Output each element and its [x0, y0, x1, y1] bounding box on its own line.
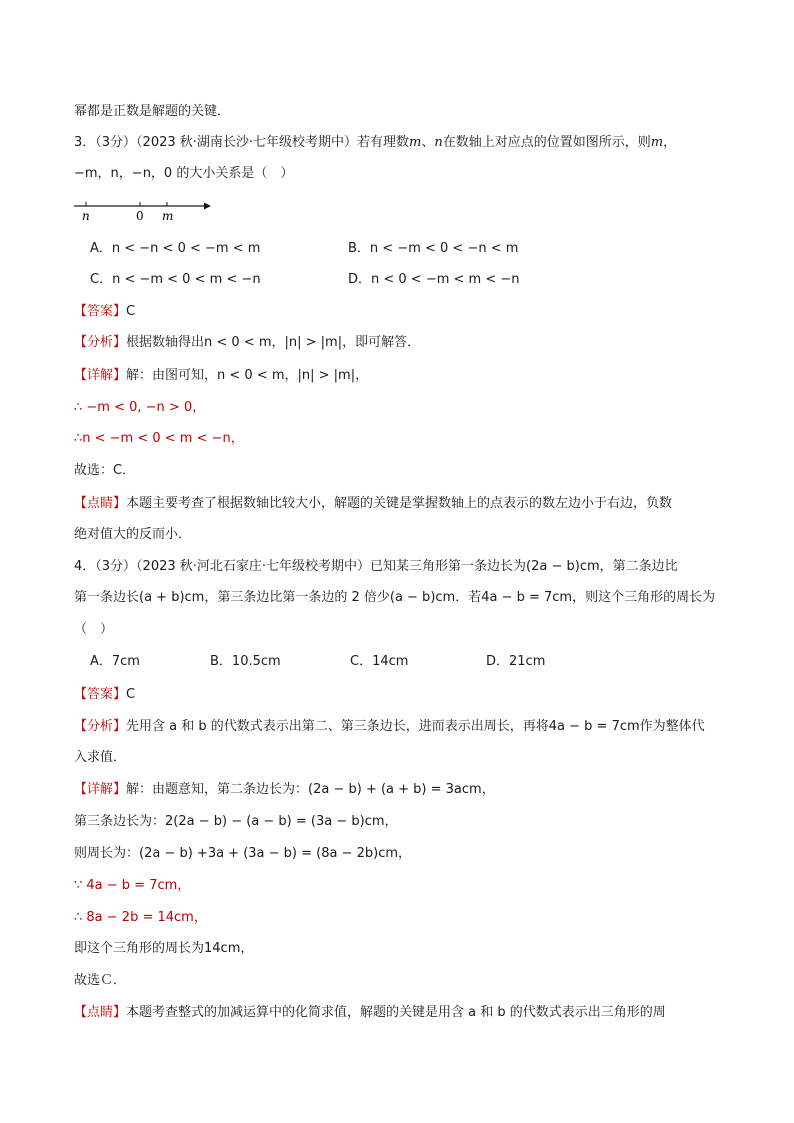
q3-stem-text-b: 在数轴上对应点的位置如图所示，则	[442, 135, 651, 150]
q4-analysis-2: 入求值．	[74, 750, 127, 765]
q4-analysis-1	[74, 718, 705, 736]
intro-line: 幂都是正数是解题的关键．	[74, 104, 231, 119]
q3-answer-tag: 【答案】	[74, 304, 127, 319]
q3-comment-text-1: 本题主要考查了根据数轴比较大小，解题的关键是掌握数轴上的点表示的数左边小于右边，负数	[126, 496, 673, 511]
q4-comment-1	[74, 1004, 666, 1022]
number-line-arrow-icon	[204, 203, 211, 210]
q4-detail-2: 第三条边长为：2(2a − b) − (a − b) = (3a − b)cm，	[74, 814, 398, 829]
q4-option-c: C．14cm	[350, 654, 409, 669]
q3-detail-2: ∴ −m < 0, −n > 0，	[74, 400, 206, 415]
q3-var-m: m	[409, 135, 422, 150]
q3-comment-1	[74, 495, 672, 513]
q3-stem-line2: −m，n，−n，0 的大小关系是（ ）	[74, 166, 294, 181]
q4-answer-value: C	[126, 687, 136, 702]
q3-analysis	[74, 334, 420, 352]
q4-stem-line2: 第一条边长(a + b)cm，第三条边比第一条边的 2 倍少(a − b)cm．若4a − b = 7cm，则这个三角形的周长为	[74, 590, 716, 605]
q4-detail-6: 即这个三角形的周长为14cm，	[74, 941, 254, 956]
q3-answer-value: C	[126, 304, 136, 319]
axis-label-n: n	[82, 209, 90, 223]
q4-detail-1	[74, 781, 495, 799]
q3-detail-4: 故选：C．	[74, 463, 136, 478]
q4-stem-line3: （ ）	[74, 622, 114, 637]
q4-detail-5: ∴ 8a − 2b = 14cm，	[74, 910, 207, 925]
q4-detail-tag: 【详解】	[74, 782, 127, 797]
q4-detail-7: 故选Ｃ．	[74, 973, 127, 988]
q4-analysis-tag: 【分析】	[74, 719, 127, 734]
q3-option-c: C．n < −m < 0 < m < −n	[90, 272, 261, 287]
q3-answer	[74, 303, 135, 321]
q4-analysis-text-1: 先用含 a 和 b 的代数式表示出第二、第三条边长，进而表示出周长，再将4a − b = 7cm作为整体代	[126, 719, 705, 734]
q3-analysis-text: 根据数轴得出n < 0 < m，|n| > |m|，即可解答．	[126, 335, 421, 350]
axis-label-m: m	[162, 209, 174, 223]
q4-option-a: A．7cm	[90, 654, 140, 669]
q4-detail-text-1: 解：由题意知，第二条边长为：(2a − b) + (a + b) = 3acm，	[126, 782, 495, 797]
q3-option-d: D．n < 0 < −m < m < −n	[348, 272, 520, 287]
q3-stem-text-a: 3．（3分）（2023 秋·湖南长沙·七年级校考期中）若有理数	[74, 135, 410, 150]
q4-detail-3: 则周长为：(2a − b) +3a + (3a − b) = (8a − 2b)cm，	[74, 846, 412, 861]
q3-var-m2: m	[650, 135, 664, 150]
q4-option-d: D．21cm	[486, 654, 546, 669]
axis-label-zero: 0	[136, 209, 144, 223]
q3-detail-1	[74, 367, 368, 385]
q3-comment-2: 绝对值大的反而小．	[74, 527, 192, 542]
q3-sep: 、	[421, 135, 435, 150]
q4-answer	[74, 686, 135, 704]
q3-analysis-tag: 【分析】	[74, 335, 127, 350]
q3-comma: ，	[663, 135, 677, 150]
q4-answer-tag: 【答案】	[74, 687, 127, 702]
number-line-figure	[72, 198, 212, 224]
q3-detail-3: ∴n < −m < 0 < m < −n，	[74, 431, 244, 446]
q3-comment-tag: 【点睛】	[74, 496, 127, 511]
q3-var-n: n	[434, 135, 443, 150]
q4-comment-tag: 【点睛】	[74, 1005, 127, 1020]
q3-detail-text-1: 解：由图可知，n < 0 < m，|n| > |m|，	[126, 368, 369, 383]
q3-stem-line1	[74, 134, 676, 152]
q3-detail-tag: 【详解】	[74, 368, 127, 383]
q3-option-b: B．n < −m < 0 < −n < m	[348, 241, 519, 256]
q4-comment-text-1: 本题考查整式的加减运算中的化简求值，解题的关键是用含 a 和 b 的代数式表示出三角形的周	[126, 1005, 666, 1020]
q4-stem-line1: 4．（3分）（2023 秋·河北石家庄·七年级校考期中）已知某三角形第一条边长为(2a − b)cm，第二条边比	[74, 559, 678, 574]
q4-option-b: B．10.5cm	[210, 654, 281, 669]
q4-detail-4: ∵ 4a − b = 7cm，	[74, 878, 191, 893]
q3-option-a: A．n < −n < 0 < −m < m	[90, 241, 261, 256]
